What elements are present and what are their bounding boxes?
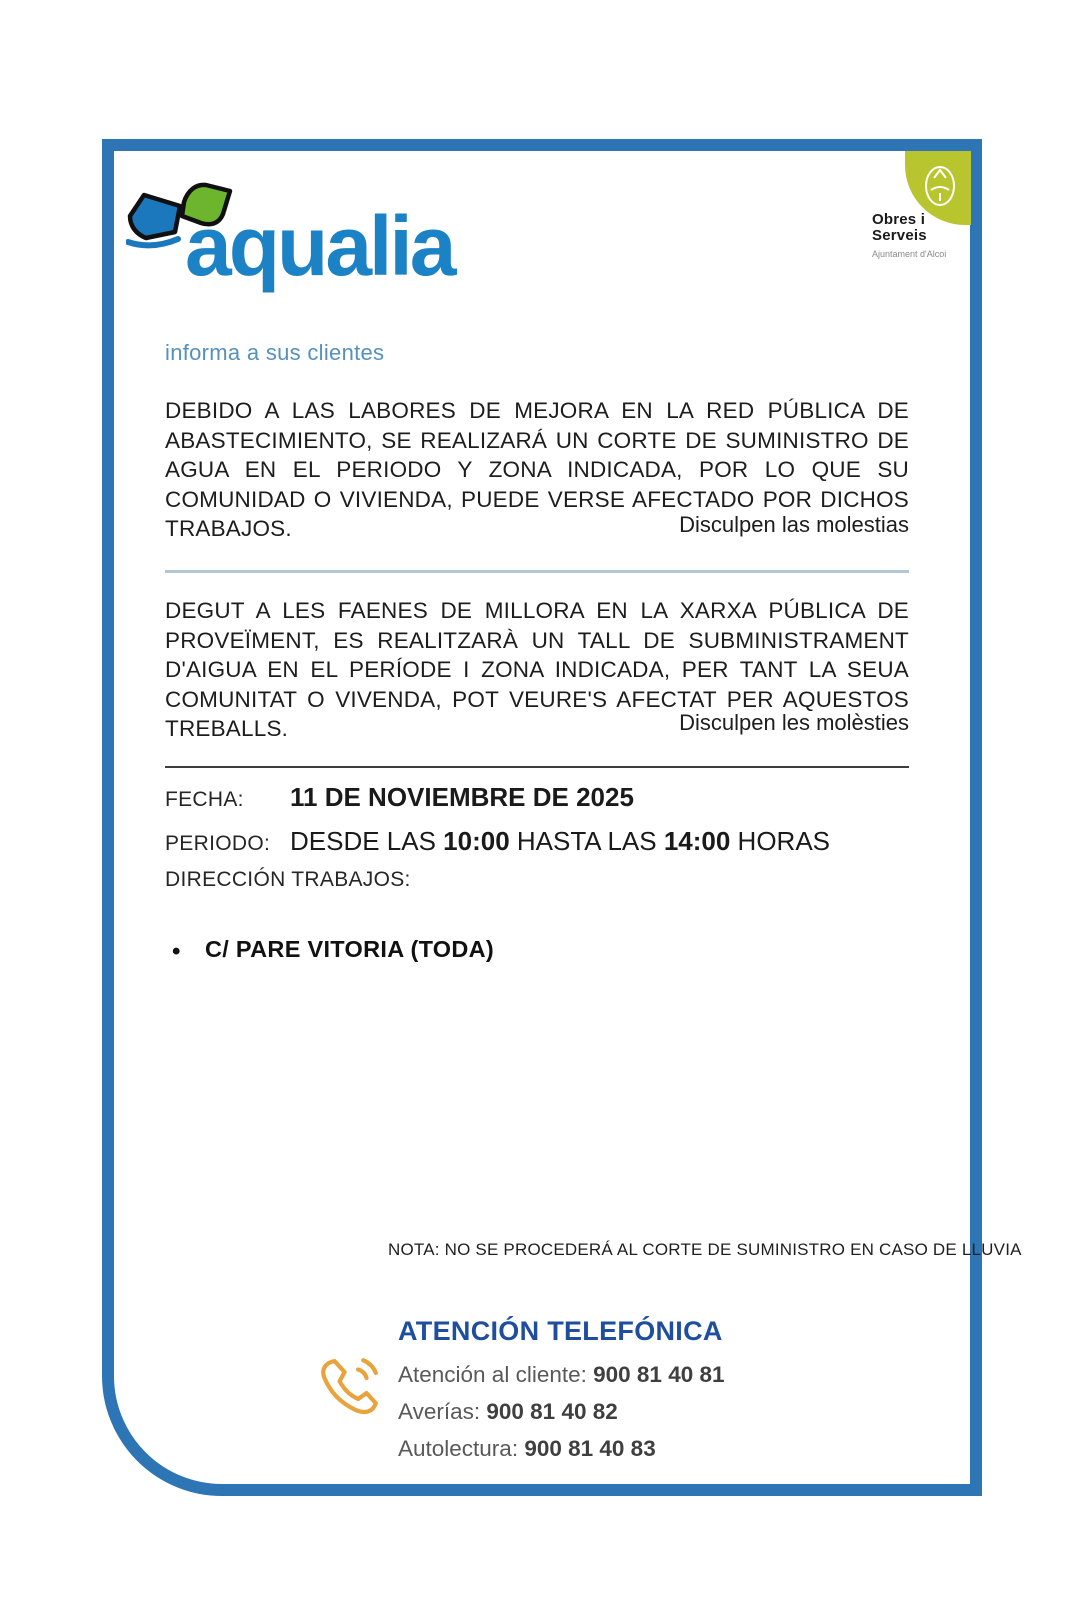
periodo-mid: HASTA LAS xyxy=(509,826,664,856)
phone-label: Atención al cliente: xyxy=(398,1362,594,1387)
phone-label: Autolectura: xyxy=(398,1436,525,1461)
fecha-label: FECHA: xyxy=(165,788,244,811)
divider-dark xyxy=(165,766,909,768)
org-line2: Serveis xyxy=(872,227,927,244)
phone-row-selfreading xyxy=(398,1436,656,1462)
periodo-post: HORAS xyxy=(730,826,830,856)
periodo-pre: DESDE LAS xyxy=(290,826,444,856)
periodo-value xyxy=(290,826,830,857)
phone-icon xyxy=(316,1350,380,1416)
rain-note: NOTA: NO SE PROCEDERÁ AL CORTE DE SUMINISTRO EN CASO DE LLUVIA xyxy=(388,1240,1022,1259)
notice-paragraph-ca: DEGUT A LES FAENES DE MILLORA EN LA XARXA PÚBLICA DE PROVEÏMENT, ES REALITZARÀ UN TALL DE SUBMINISTRAMENT D'AIGUA EN EL PERÍODE I ZONA INDICADA, PER TANT LA SEUA COMUNITAT O VIVENDA, POT VEURE'S AFECTAT PER AQUESTOS TREBALLS. xyxy=(165,598,909,741)
aqualia-wordmark: aqualia xyxy=(185,199,454,293)
tagline: informa a sus clientes xyxy=(165,340,385,365)
phone-section-title: ATENCIÓN TELEFÓNICA xyxy=(398,1316,723,1346)
periodo-label: PERIODO: xyxy=(165,832,271,855)
phone-row-breakdowns xyxy=(398,1399,618,1425)
alcoi-crest-icon xyxy=(921,160,959,212)
org-subtitle: Ajuntament d'Alcoi xyxy=(872,249,947,259)
street-item: C/ PARE VITORIA (TODA) xyxy=(205,936,495,962)
phone-row-customer xyxy=(398,1362,725,1388)
direccion-label: DIRECCIÓN TRABAJOS: xyxy=(165,868,411,891)
bullet-marker: • xyxy=(172,938,181,965)
phone-number: 900 81 40 82 xyxy=(486,1399,618,1424)
phone-number: 900 81 40 81 xyxy=(593,1362,725,1387)
obres-serveis-text xyxy=(872,212,982,262)
phone-number: 900 81 40 83 xyxy=(524,1436,656,1461)
apology-es: Disculpen las molestias xyxy=(679,512,909,537)
apology-ca: Disculpen les molèsties xyxy=(679,710,909,735)
notice-paragraph-es: DEBIDO A LAS LABORES DE MEJORA EN LA RED PÚBLICA DE ABASTECIMIENTO, SE REALIZARÁ UN CORTE DE SUMINISTRO DE AGUA EN EL PERIODO Y ZONA INDICADA, POR LO QUE SU COMUNIDAD O VIVIENDA, PUEDE VERSE AFECTADO POR DICHOS TRABAJOS. xyxy=(165,398,909,541)
phone-label: Averías: xyxy=(398,1399,487,1424)
periodo-start-time: 10:00 xyxy=(443,826,510,856)
divider-light xyxy=(165,570,909,573)
org-line1: Obres i xyxy=(872,211,926,228)
periodo-end-time: 14:00 xyxy=(663,826,731,856)
fecha-value: 11 DE NOVIEMBRE DE 2025 xyxy=(290,782,634,812)
